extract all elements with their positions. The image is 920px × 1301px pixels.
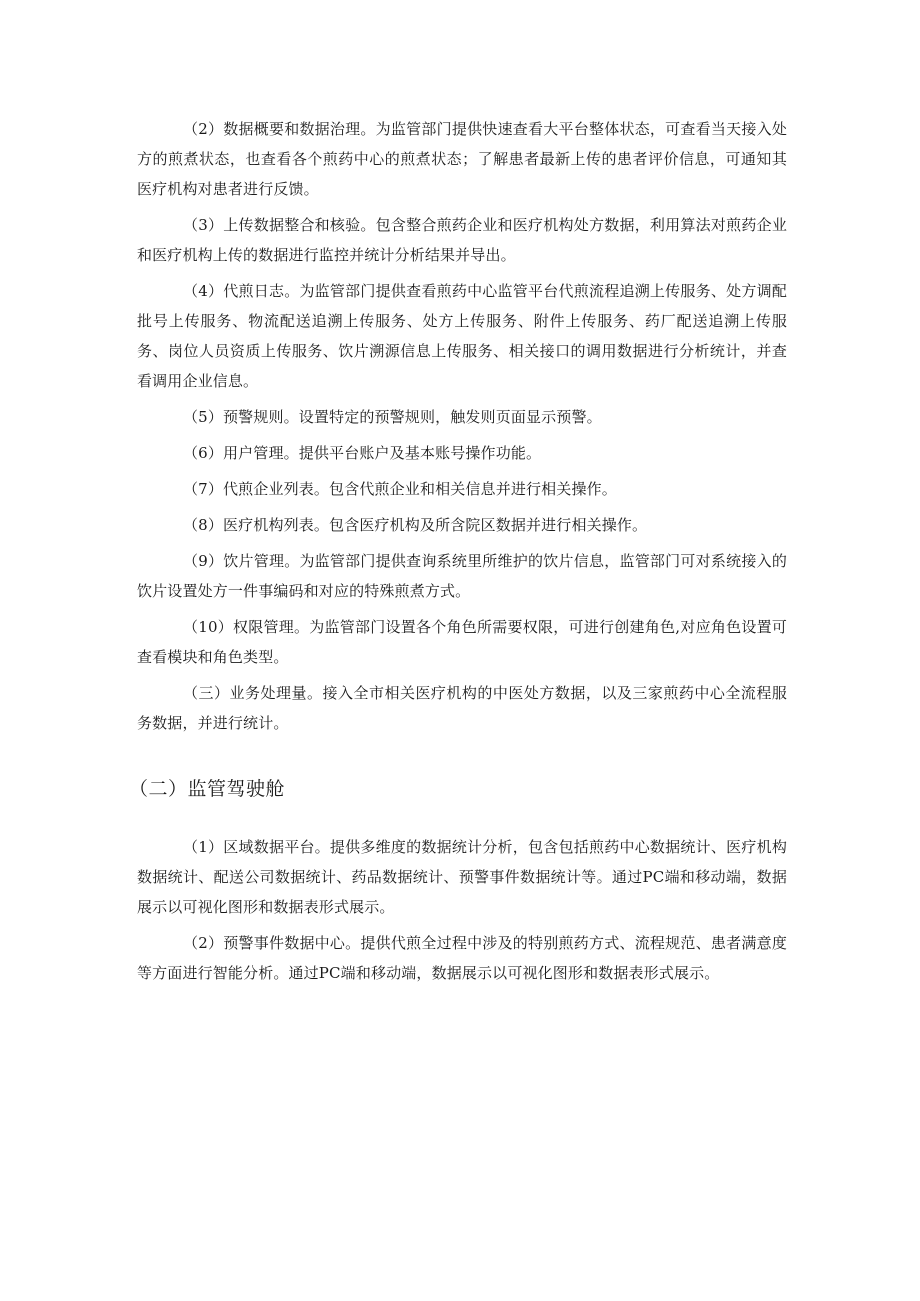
paragraph-upload-data-verification: （3）上传数据整合和核验。包含整合煎药企业和医疗机构处方数据，利用算法对煎药企业和医疗机构上传的数据进行监控并统计分析结果并导出。 [137, 216, 787, 264]
paragraph-warning-rules: （5）预警规则。设置特定的预警规则，触发则页面显示预警。 [183, 408, 602, 426]
paragraph-warning-event-data-center: （2）预警事件数据中心。提供代煎全过程中涉及的特别煎药方式、流程规范、患者满意度等方面进行智能分析。通过PC端和移动端，数据展示以可视化图形和数据表形式展示。 [137, 934, 787, 982]
paragraph-herbal-pieces-management: （9）饮片管理。为监管部门提供查询系统里所维护的饮片信息，监管部门可对系统接入的饮片设置处方一件事编码和对应的特殊煎煮方式。 [137, 552, 787, 600]
paragraph-user-management: （6）用户管理。提供平台账户及基本账号操作功能。 [183, 444, 542, 462]
paragraph-decoction-enterprise-list: （7）代煎企业列表。包含代煎企业和相关信息并进行相关操作。 [183, 480, 617, 498]
paragraph-decoction-log: （4）代煎日志。为监管部门提供查看煎药中心监管平台代煎流程追溯上传服务、处方调配批号上传服务、物流配送追溯上传服务、处方上传服务、附件上传服务、药厂配送追溯上传服务、岗位人员资质上传服务、饮片溯源信息上传服务、相关接口的调用数据进行分析统计，并查看调用企业信息。 [137, 282, 787, 390]
paragraph-permission-management: （10）权限管理。为监管部门设置各个角色所需要权限，可进行创建角色,对应角色设置可查看模块和角色类型。 [137, 618, 787, 666]
section-heading-supervision-cockpit: （二）监管驾驶舱 [129, 778, 286, 800]
document-body [129, 114, 787, 988]
paragraph-data-overview: （2）数据概要和数据治理。为监管部门提供快速查看大平台整体状态，可查看当天接入处方的煎煮状态，也查看各个煎药中心的煎煮状态；了解患者最新上传的患者评价信息，可通知其医疗机构对患者进行反馈。 [137, 120, 787, 198]
paragraph-business-volume: （三）业务处理量。接入全市相关医疗机构的中医处方数据，以及三家煎药中心全流程服务数据，并进行统计。 [137, 684, 787, 732]
paragraph-regional-data-platform: （1）区域数据平台。提供多维度的数据统计分析，包含包括煎药中心数据统计、医疗机构数据统计、配送公司数据统计、药品数据统计、预警事件数据统计等。通过PC端和移动端，数据展示以可视化图形和数据表形式展示。 [137, 838, 787, 916]
paragraph-medical-institution-list: （8）医疗机构列表。包含医疗机构及所含院区数据并进行相关操作。 [183, 516, 648, 534]
